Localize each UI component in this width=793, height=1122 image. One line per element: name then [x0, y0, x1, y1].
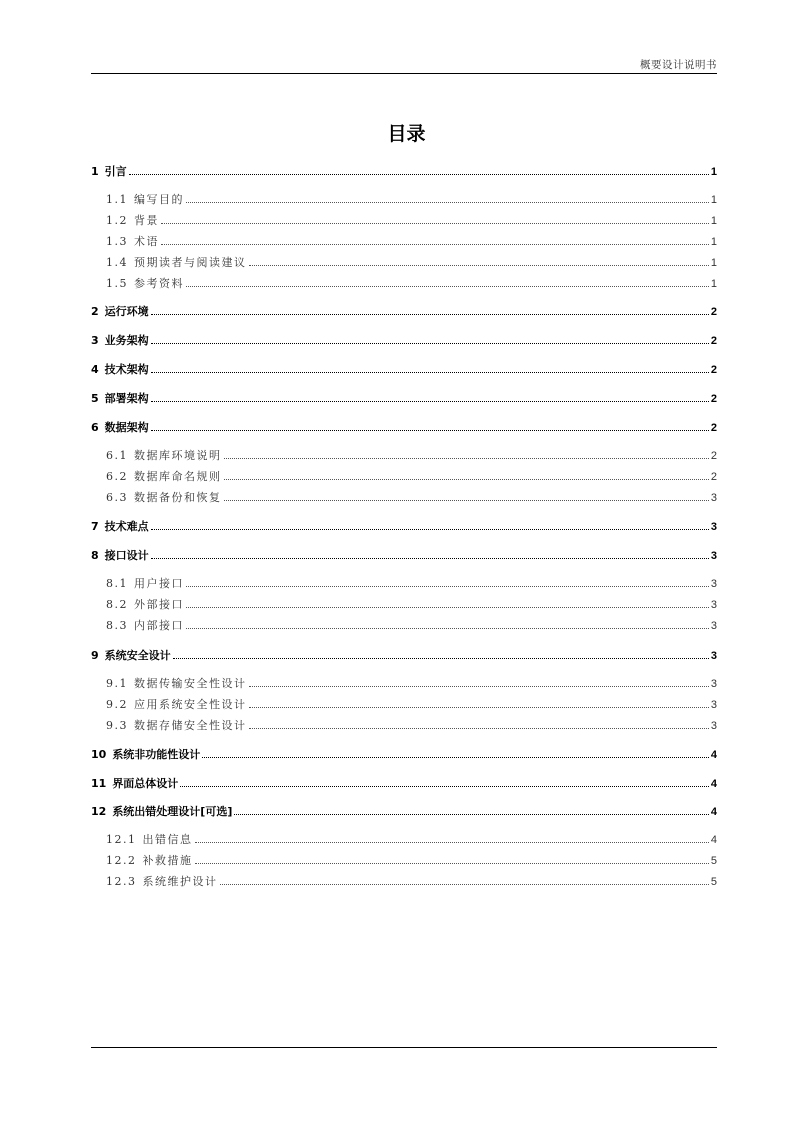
dot-leader [186, 628, 709, 629]
toc-entry-page-number: 2 [710, 393, 717, 405]
toc-entry-label [91, 303, 149, 319]
toc-entry-label [106, 489, 222, 505]
toc-entry-number: 9 [91, 649, 99, 662]
dot-leader [151, 558, 709, 559]
toc-entry-level1[interactable] [91, 390, 717, 406]
dot-leader [151, 430, 709, 431]
toc-entry-number: 1.5 [106, 277, 128, 290]
toc-entry-title: 应用系统安全性设计 [134, 698, 247, 711]
toc-entry-level1[interactable] [91, 163, 717, 179]
toc-entry-number: 7 [91, 520, 99, 533]
toc-entry-level2[interactable] [106, 468, 717, 484]
toc-entry-number: 9.2 [106, 698, 128, 711]
dot-leader [249, 707, 709, 708]
toc-entry-title: 系统出错处理设计[可选] [112, 805, 233, 818]
toc-entry-number: 1.1 [106, 193, 128, 206]
dot-leader [151, 401, 709, 402]
toc-entry-page-number: 1 [710, 166, 717, 178]
toc-entry-page-number: 3 [710, 599, 717, 611]
toc-entry-number: 9.3 [106, 719, 128, 732]
toc-entry-label [106, 675, 247, 691]
toc-entry-page-number: 1 [710, 257, 717, 269]
toc-entry-label [106, 275, 184, 291]
toc-entry-title: 编写目的 [134, 193, 184, 206]
toc-entry-label [106, 696, 247, 712]
toc-entry-level2[interactable] [106, 696, 717, 712]
toc-entry-number: 12.2 [106, 854, 137, 867]
toc-entry-label [106, 596, 184, 612]
toc-entry-page-number: 5 [710, 876, 717, 888]
toc-entry-level2[interactable] [106, 447, 717, 463]
toc-entry-number: 1.2 [106, 214, 128, 227]
toc-entry-label [106, 617, 184, 633]
dot-leader [224, 500, 709, 501]
toc-entry-title: 背景 [134, 214, 159, 227]
dot-leader [186, 607, 709, 608]
toc-entry-level2[interactable] [106, 831, 717, 847]
toc-entry-page-number: 1 [710, 236, 717, 248]
toc-entry-label [91, 332, 149, 348]
toc-entry-label [91, 775, 178, 791]
toc-entry-label [91, 390, 149, 406]
toc-entry-page-number: 2 [710, 335, 717, 347]
toc-entry-page-number: 3 [710, 578, 717, 590]
toc-entry-level2[interactable] [106, 275, 717, 291]
toc-entry-title: 用户接口 [134, 577, 184, 590]
toc-entry-page-number: 1 [710, 194, 717, 206]
dot-leader [234, 814, 709, 815]
toc-entry-level2[interactable] [106, 212, 717, 228]
toc-entry-page-number: 4 [710, 834, 717, 846]
toc-entry-label [106, 447, 222, 463]
dot-leader [249, 686, 709, 687]
toc-entry-level2[interactable] [106, 852, 717, 868]
dot-leader [129, 174, 709, 175]
toc-entry-number: 6 [91, 421, 99, 434]
dot-leader [161, 244, 709, 245]
toc-entry-title: 技术架构 [104, 363, 149, 376]
toc-entry-label [106, 852, 193, 868]
toc-entry-level2[interactable] [106, 191, 717, 207]
dot-leader [202, 757, 709, 758]
toc-entry-page-number: 2 [710, 364, 717, 376]
toc-entry-level2[interactable] [106, 233, 717, 249]
toc-entry-label [91, 419, 149, 435]
toc-entry-title: 术语 [134, 235, 159, 248]
dot-leader [151, 372, 709, 373]
dot-leader [151, 314, 709, 315]
dot-leader [224, 458, 709, 459]
toc-entry-title: 引言 [104, 165, 127, 178]
dot-leader [161, 223, 709, 224]
toc-entry-page-number: 3 [710, 521, 717, 533]
toc-entry-level1[interactable] [91, 332, 717, 348]
toc-entry-title: 部署架构 [104, 392, 149, 405]
toc-entry-title: 系统安全设计 [104, 649, 171, 662]
header-divider [91, 73, 717, 74]
toc-entry-page-number: 3 [710, 678, 717, 690]
toc-entry-level1[interactable] [91, 361, 717, 377]
toc-heading: 目录 [387, 123, 426, 145]
footer-divider [91, 1047, 717, 1048]
toc-entry-page-number: 3 [710, 650, 717, 662]
toc-entry-title: 数据传输安全性设计 [134, 677, 247, 690]
toc-entry-number: 12.1 [106, 833, 137, 846]
toc-entry-label [106, 831, 193, 847]
toc-entry-page-number: 2 [710, 471, 717, 483]
toc-entry-number: 10 [91, 748, 107, 761]
toc-entry-label [106, 191, 184, 207]
toc-entry-number: 8.1 [106, 577, 128, 590]
toc-entry-level2[interactable] [106, 596, 717, 612]
toc-entry-page-number: 1 [710, 215, 717, 227]
toc-entry-label [106, 575, 184, 591]
dot-leader [186, 286, 709, 287]
toc-entry-page-number: 3 [710, 720, 717, 732]
toc-entry-level1[interactable] [91, 647, 717, 663]
toc-entry-page-number: 5 [710, 855, 717, 867]
toc-entry-title: 界面总体设计 [112, 777, 179, 790]
toc-entry-label [106, 254, 247, 270]
toc-entry-number: 8 [91, 549, 99, 562]
toc-entry-label [91, 547, 149, 563]
toc-entry-title: 数据存储安全性设计 [134, 719, 247, 732]
dot-leader [186, 202, 709, 203]
toc-entry-number: 5 [91, 392, 99, 405]
toc-entry-number: 2 [91, 305, 99, 318]
toc-entry-page-number: 3 [710, 550, 717, 562]
dot-leader [249, 728, 709, 729]
toc-entry-number: 6.1 [106, 449, 128, 462]
toc-entry-level2[interactable] [106, 489, 717, 505]
toc-entry-title: 出错信息 [142, 833, 193, 846]
toc-entry-number: 11 [91, 777, 107, 790]
toc-entry-number: 1 [91, 165, 99, 178]
toc-entry-level1[interactable] [91, 775, 717, 791]
toc-entry-level1[interactable] [91, 518, 717, 534]
toc-entry-title: 数据库环境说明 [134, 449, 222, 462]
toc-entry-level1[interactable] [91, 419, 717, 435]
dot-leader [195, 863, 709, 864]
toc-entry-label [106, 717, 247, 733]
dot-leader [195, 842, 709, 843]
toc-entry-title: 接口设计 [104, 549, 149, 562]
toc-entry-title: 技术难点 [104, 520, 149, 533]
header-title: 概要设计说明书 [640, 59, 717, 71]
toc-entry-title: 补救措施 [142, 854, 193, 867]
toc-entry-level2[interactable] [106, 675, 717, 691]
toc-entry-label [106, 233, 159, 249]
dot-leader [180, 786, 709, 787]
dot-leader [224, 479, 709, 480]
toc-entry-title: 内部接口 [134, 619, 184, 632]
dot-leader [151, 529, 709, 530]
toc-entry-page-number: 2 [710, 422, 717, 434]
toc-entry-page-number: 3 [710, 620, 717, 632]
toc-entry-page-number: 4 [710, 806, 717, 818]
toc-entry-label [91, 361, 149, 377]
toc-entry-number: 8.2 [106, 598, 128, 611]
toc-entry-title: 系统维护设计 [142, 875, 218, 888]
toc-entry-page-number: 4 [710, 749, 717, 761]
toc-entry-level1[interactable] [91, 803, 717, 819]
toc-entry-level2[interactable] [106, 617, 717, 633]
dot-leader [186, 586, 709, 587]
toc-entry-number: 6.2 [106, 470, 128, 483]
dot-leader [220, 884, 709, 885]
toc-entry-number: 12.3 [106, 875, 137, 888]
toc-entry-label [91, 518, 149, 534]
toc-entry-title: 参考资料 [134, 277, 184, 290]
toc-entry-page-number: 2 [710, 450, 717, 462]
toc-entry-page-number: 3 [710, 699, 717, 711]
toc-entry-number: 8.3 [106, 619, 128, 632]
toc-entry-number: 1.4 [106, 256, 128, 269]
toc-entry-level1[interactable] [91, 303, 717, 319]
toc-entry-number: 12 [91, 805, 107, 818]
toc-entry-level2[interactable] [106, 254, 717, 270]
dot-leader [249, 265, 709, 266]
dot-leader [173, 658, 709, 659]
toc-entry-number: 6.3 [106, 491, 128, 504]
toc-entry-title: 外部接口 [134, 598, 184, 611]
toc-entry-number: 9.1 [106, 677, 128, 690]
toc-entry-level1[interactable] [91, 746, 717, 762]
toc-entry-number: 1.3 [106, 235, 128, 248]
toc-entry-label [106, 468, 222, 484]
toc-entry-page-number: 3 [710, 492, 717, 504]
toc-entry-title: 系统非功能性设计 [112, 748, 201, 761]
toc-entry-label [91, 746, 200, 762]
toc-entry-title: 业务架构 [104, 334, 149, 347]
toc-entry-page-number: 1 [710, 278, 717, 290]
toc-entry-number: 4 [91, 363, 99, 376]
toc-entry-title: 运行环境 [104, 305, 149, 318]
toc-entry-page-number: 2 [710, 306, 717, 318]
toc-entry-page-number: 4 [710, 778, 717, 790]
toc-entry-label [91, 803, 232, 819]
toc-entry-level2[interactable] [106, 717, 717, 733]
toc-entry-label [106, 212, 159, 228]
toc-entry-title: 预期读者与阅读建议 [134, 256, 247, 269]
toc-entry-number: 3 [91, 334, 99, 347]
dot-leader [151, 343, 709, 344]
toc-entry-label [91, 163, 127, 179]
toc-entry-level1[interactable] [91, 547, 717, 563]
toc-entry-level2[interactable] [106, 873, 717, 889]
toc-entry-label [91, 647, 171, 663]
toc-entry-title: 数据库命名规则 [134, 470, 222, 483]
toc-entry-label [106, 873, 218, 889]
toc-entry-title: 数据架构 [104, 421, 149, 434]
toc-entry-title: 数据备份和恢复 [134, 491, 222, 504]
toc-entry-level2[interactable] [106, 575, 717, 591]
